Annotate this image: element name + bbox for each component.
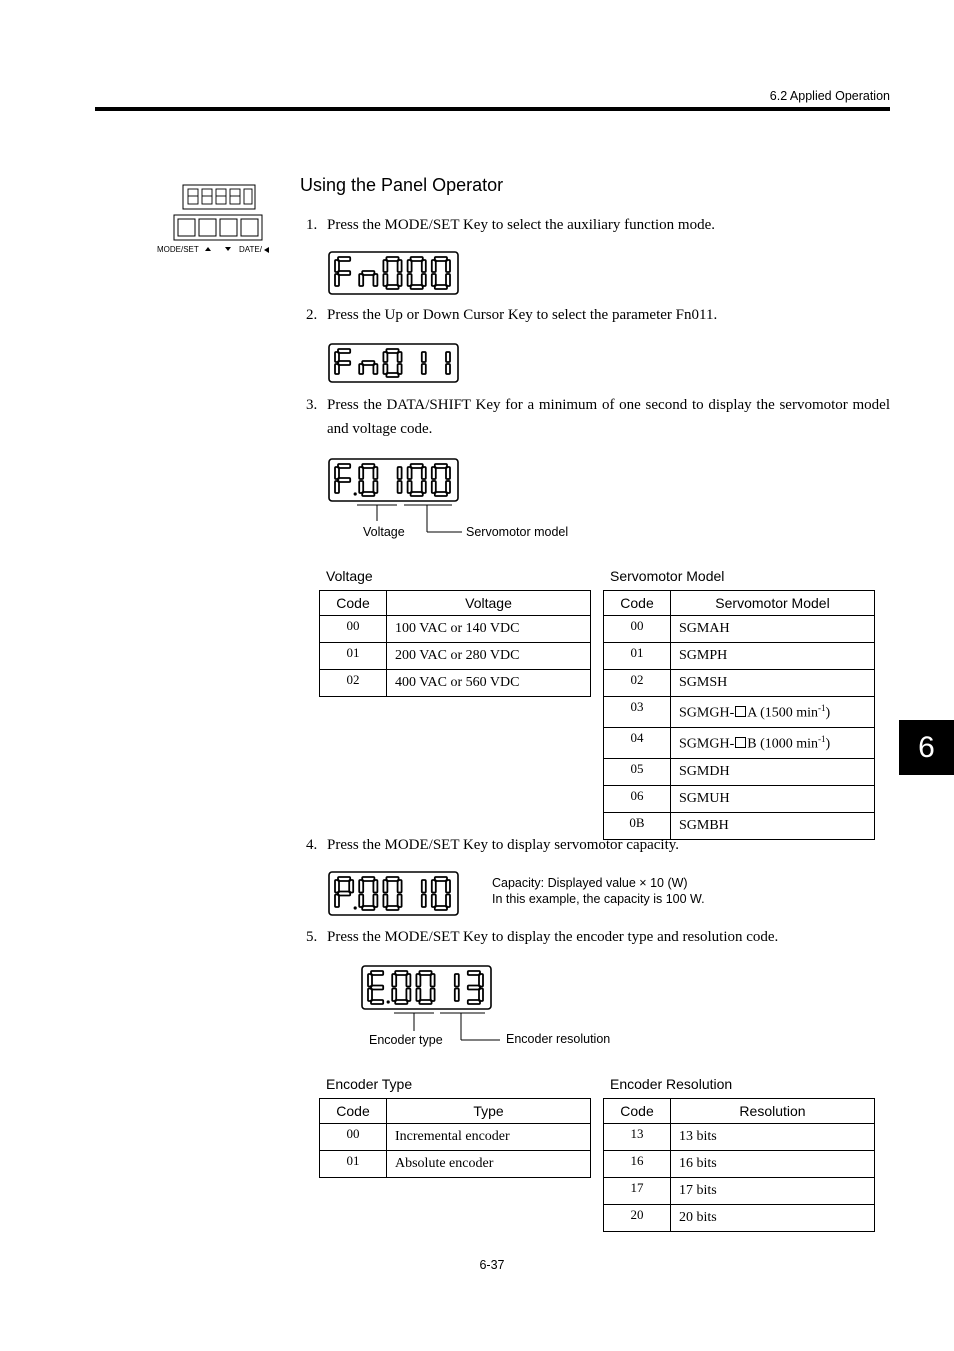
led-digit	[368, 971, 390, 1004]
step-text: Press the Up or Down Cursor Key to select the parameter Fn011.	[327, 307, 718, 323]
table-header-row	[604, 1099, 875, 1124]
value-cell: 13 bits	[671, 1124, 875, 1151]
table-header-row	[320, 591, 591, 616]
voltage-table-caption: Voltage	[326, 568, 373, 584]
led-digit	[335, 877, 357, 910]
step-text: Press the MODE/SET Key to display the encoder type and resolution code.	[327, 929, 779, 945]
value-cell: SGMPH	[671, 643, 875, 670]
value-cell: 200 VAC or 280 VDC	[387, 643, 591, 670]
led-digit	[432, 877, 450, 910]
code-cell: 00	[604, 616, 671, 643]
table-row	[320, 670, 591, 697]
led-digit	[455, 974, 459, 1001]
table-row	[320, 616, 591, 643]
table-row	[604, 728, 875, 759]
table-row	[604, 1178, 875, 1205]
table-row	[604, 697, 875, 728]
capacity-callout-line2: In this example, the capacity is 100 W.	[492, 892, 705, 906]
value-cell: 16 bits	[671, 1151, 875, 1178]
value-cell	[671, 697, 875, 728]
section-header-text: 6.2 Applied Operation	[769, 89, 890, 103]
servomotor-model-table	[603, 590, 875, 840]
led-digit	[335, 257, 350, 286]
column-header: Code	[320, 591, 387, 616]
led-digit	[359, 464, 377, 496]
value-cell: 17 bits	[671, 1178, 875, 1205]
shift-arrow-icon	[264, 247, 269, 253]
section-title: Using the Panel Operator	[300, 175, 504, 195]
led-digit	[335, 349, 350, 374]
table-row	[604, 1124, 875, 1151]
table-row	[320, 1151, 591, 1178]
led-digit	[398, 467, 402, 493]
table-row	[320, 643, 591, 670]
code-cell: 13	[604, 1124, 671, 1151]
led-digit	[432, 257, 450, 289]
led-display-fn011	[328, 343, 459, 383]
step-4	[306, 833, 890, 857]
step-number: 3.	[306, 397, 318, 413]
value-cell: Incremental encoder	[387, 1124, 591, 1151]
down-arrow-icon	[225, 247, 231, 251]
step-2	[306, 303, 890, 327]
value-cell: 400 VAC or 560 VDC	[387, 670, 591, 697]
value-cell: SGMDH	[671, 759, 875, 786]
table-row	[604, 759, 875, 786]
column-header: Code	[604, 1099, 671, 1124]
step-text: Press the MODE/SET Key to select the auxiliary function mode.	[327, 217, 715, 233]
led-display-f0100	[328, 458, 459, 502]
page-header	[0, 0, 954, 120]
capacity-callout-line1: Capacity: Displayed value × 10 (W)	[492, 876, 688, 890]
table-row	[604, 786, 875, 813]
column-header: Voltage	[387, 591, 591, 616]
column-header: Type	[387, 1099, 591, 1124]
led-digit	[408, 257, 426, 289]
close-paren: )	[825, 736, 831, 752]
led-digit	[335, 464, 357, 496]
voltage-model-callout-lines	[340, 500, 480, 540]
panel-operator-icon	[150, 180, 280, 260]
code-cell: 02	[604, 670, 671, 697]
voltage-table	[319, 590, 591, 697]
model-suffix: A (1500 min	[747, 705, 819, 721]
table-row	[604, 616, 875, 643]
value-cell: Absolute encoder	[387, 1151, 591, 1178]
step-5	[306, 925, 890, 949]
encoder-type-table	[319, 1098, 591, 1178]
header-rule	[95, 107, 890, 111]
led-digit	[359, 271, 377, 286]
led-digit	[432, 464, 450, 496]
led-digit	[422, 352, 426, 374]
table-row	[604, 1151, 875, 1178]
servomotor-table-caption: Servomotor Model	[610, 568, 725, 584]
up-arrow-icon	[205, 247, 211, 251]
led-digit	[446, 352, 450, 374]
step-number: 4.	[306, 837, 318, 853]
placeholder-box-icon	[735, 706, 746, 717]
code-cell: 04	[604, 728, 671, 759]
value-cell: SGMBH	[671, 813, 875, 840]
led-digit	[383, 877, 401, 910]
mode-set-label: MODE/SET	[157, 245, 199, 254]
value-cell: 20 bits	[671, 1205, 875, 1232]
close-paren: )	[825, 705, 831, 721]
model-prefix: SGMGH-	[679, 736, 735, 752]
step-number: 2.	[306, 307, 318, 323]
chapter-tab	[899, 720, 954, 775]
led-digit	[416, 971, 434, 1004]
model-suffix: B (1000 min	[747, 736, 819, 752]
led-display-fn000	[328, 251, 459, 295]
led-digit	[408, 464, 426, 496]
step-number: 5.	[306, 929, 318, 945]
code-cell: 03	[604, 697, 671, 728]
code-cell: 16	[604, 1151, 671, 1178]
led-digit	[359, 361, 377, 374]
step-3	[306, 393, 890, 441]
value-cell: SGMUH	[671, 786, 875, 813]
date-label: DATE/	[239, 245, 262, 254]
table-header-row	[604, 591, 875, 616]
encoder-resolution-callout: Encoder resolution	[506, 1032, 611, 1046]
led-digit	[392, 971, 410, 1004]
placeholder-box-icon	[735, 737, 746, 748]
value-cell: 100 VAC or 140 VDC	[387, 616, 591, 643]
led-digit	[383, 349, 401, 377]
code-cell: 17	[604, 1178, 671, 1205]
value-cell	[671, 728, 875, 759]
step-text: Press the MODE/SET Key to display servomotor capacity.	[327, 837, 680, 853]
column-header: Code	[604, 591, 671, 616]
code-cell: 01	[320, 643, 387, 670]
led-display-e0013	[361, 965, 492, 1010]
step-number: 1.	[306, 217, 318, 233]
code-cell: 00	[320, 1124, 387, 1151]
chapter-number: 6	[918, 731, 935, 764]
code-cell: 01	[320, 1151, 387, 1178]
column-header: Resolution	[671, 1099, 875, 1124]
servomotor-model-callout: Servomotor model	[466, 525, 569, 539]
table-header-row	[320, 1099, 591, 1124]
encoder-type-callout: Encoder type	[369, 1033, 443, 1047]
step-text: Press the DATA/SHIFT Key for a minimum of one second to display the servomotor model and voltage code.	[327, 397, 890, 437]
table-row	[320, 1124, 591, 1151]
column-header: Servomotor Model	[671, 591, 875, 616]
table-row	[604, 1205, 875, 1232]
code-cell: 06	[604, 786, 671, 813]
led-display-p0010	[328, 871, 459, 916]
column-header: Code	[320, 1099, 387, 1124]
code-cell: 00	[320, 616, 387, 643]
value-cell: SGMAH	[671, 616, 875, 643]
led-digit	[359, 877, 377, 910]
code-cell: 01	[604, 643, 671, 670]
value-cell: SGMSH	[671, 670, 875, 697]
led-digit	[468, 971, 483, 1004]
encoder-resolution-table-caption: Encoder Resolution	[610, 1076, 733, 1092]
page-number: 6-37	[479, 1258, 505, 1272]
led-digit	[383, 257, 401, 289]
code-cell: 05	[604, 759, 671, 786]
table-row	[604, 670, 875, 697]
led-digit	[422, 880, 426, 907]
code-cell: 02	[320, 670, 387, 697]
code-cell: 0B	[604, 813, 671, 840]
superscript: -1	[818, 733, 826, 744]
voltage-callout: Voltage	[363, 525, 405, 539]
encoder-type-table-caption: Encoder Type	[326, 1076, 413, 1092]
step-1	[306, 213, 890, 237]
table-row	[604, 643, 875, 670]
superscript: -1	[818, 702, 826, 713]
code-cell: 20	[604, 1205, 671, 1232]
encoder-resolution-table	[603, 1098, 875, 1232]
model-prefix: SGMGH-	[679, 705, 735, 721]
